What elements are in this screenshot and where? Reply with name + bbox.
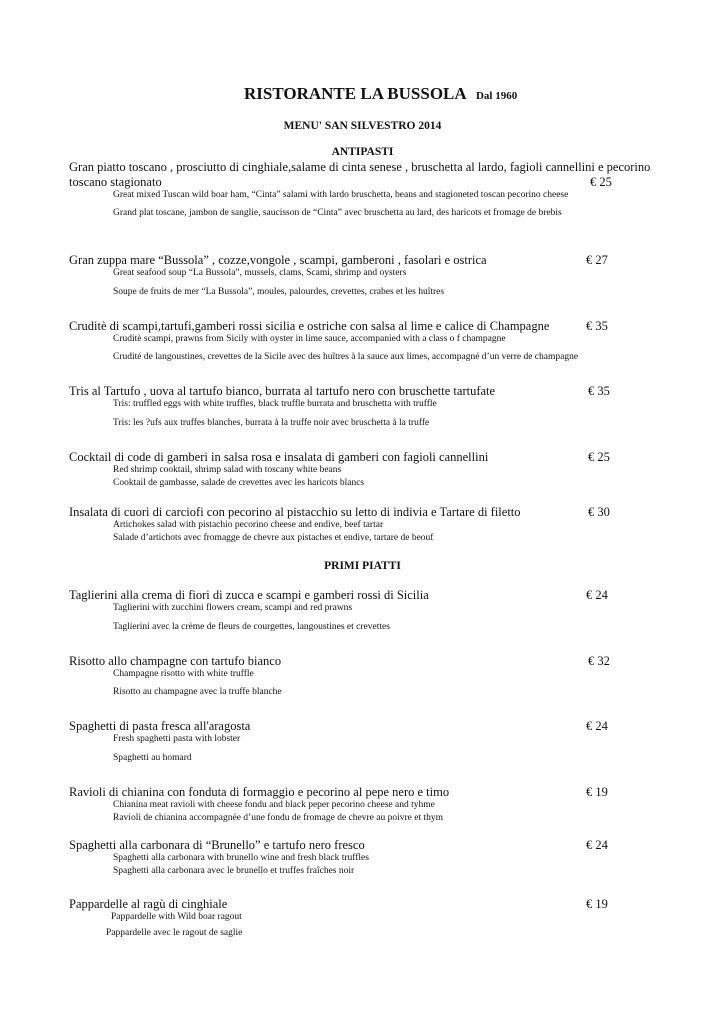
dish-translation-fr: Soupe de fruits de mer “La Bussola”, moules, palourdes, crevettes, crabes et les huîtres <box>113 287 445 297</box>
dish-translation-en: Taglierini with zucchini flowers cream, scampi and red prawns <box>113 603 353 613</box>
dish-translation-en: Red shrimp cooktail, shrimp salad with toscany white beans <box>113 465 342 475</box>
dish-name: Pappardelle al ragù di cinghiale <box>69 897 228 911</box>
dish-translation-en: Artichokes salad with pistachio pecorino cheese and endive, beef tartar <box>113 520 384 530</box>
dish-price: € 35 <box>586 319 608 333</box>
dish-translation-fr: Spaghetti au homard <box>113 753 192 763</box>
dish-translation-en: Great mixed Tuscan wild boar ham, “Cinta” salami with lardo bruschetta, beans and stagioneted toscan pecorino cheese <box>113 190 569 200</box>
dish-translation-fr: Ravioli de chianina accompagnée d’une fondu de fromage de chevre au poivre et thym <box>113 813 443 823</box>
dish-translation-fr: Spaghetti alla carbonara avec le brunello et truffes fraîches noir <box>113 866 355 876</box>
dish-name: Cruditè di scampi,tartufi,gamberi rossi sicilia e ostriche con salsa al lime e calice di Champagne <box>69 319 550 333</box>
dish-translation-fr: Crudité de langoustines, crevettes de la Sicile avec des huîtres à la sauce aux limes, accompagné d’un verre de champagne <box>113 352 579 362</box>
dish-name: Spaghetti di pasta fresca all'aragosta <box>69 719 251 733</box>
menu-title: MENU' SAN SILVESTRO 2014 <box>283 120 442 132</box>
dish-translation-en: Pappardelle with Wild boar ragout <box>111 912 242 922</box>
dish-name: Gran zuppa mare “Bussola” , cozze,vongole , scampi, gamberoni , fasolari e ostrica <box>69 253 487 267</box>
dish-price: € 30 <box>588 505 610 519</box>
dish-price: € 35 <box>588 384 610 398</box>
dish-name: Ravioli di chianina con fonduta di formaggio e pecorino al pepe nero e timo <box>69 785 450 799</box>
restaurant-title <box>244 84 517 104</box>
dish-name: Risotto allo champagne con tartufo bianco <box>69 654 282 668</box>
dish-translation-fr: Grand plat toscane, jambon de sanglie, saucisson de “Cinta” avec bruschetta au lard, des haricots et fromage de brebis <box>113 208 562 218</box>
dish-name: Tris al Tartufo , uova al tartufo bianco, burrata al tartufo nero con bruschette tartufate <box>69 384 496 398</box>
dish-price: € 32 <box>588 654 610 668</box>
since-label: Dal 1960 <box>475 90 518 102</box>
dish-translation-fr: Pappardelle avec le ragout de saglie <box>106 928 243 938</box>
dish-translation-fr: Tris: les ?ufs aux truffes blanches, burrata à la truffe noir avec bruschetta à la truffe <box>113 418 430 428</box>
section-title-primi-piatti: PRIMI PIATTI <box>324 560 401 572</box>
dish-translation-en: Great seafood soup “La Bussola”, mussels, clams, Scami, shrimp and oysters <box>113 268 407 278</box>
dish-translation-fr: Taglierini avec la crème de fleurs de courgettes, langoustines et crevettes <box>113 622 390 632</box>
dish-translation-en: Chianina meat ravioli with cheese fondu and black peper pecorino cheese and tyhme <box>113 800 435 810</box>
dish-translation-fr: Risotto au champagne avec la truffe blanche <box>113 687 282 697</box>
dish-name-continued: toscano stagionato <box>69 175 162 189</box>
dish-price: € 27 <box>586 253 608 267</box>
dish-translation-fr: Cooktail de gambasse, salade de crevettes avec les haricots blancs <box>113 478 365 488</box>
dish-translation-en: Champagne risotto with white truffle <box>113 669 254 679</box>
section-title-antipasti: ANTIPASTI <box>331 146 394 158</box>
dish-name: Spaghetti alla carbonara di “Brunello” e tartufo nero fresco <box>69 838 365 852</box>
dish-name: Cocktail di code di gamberi in salsa rosa e insalata di gamberi con fagioli cannellini <box>69 450 489 464</box>
dish-price: € 25 <box>588 450 610 464</box>
dish-translation-fr: Salade d’artichots avec fromagge de chevre aux pistaches et endive, tartare de beouf <box>113 533 434 543</box>
dish-price: € 24 <box>586 588 608 602</box>
restaurant-name: RISTORANTE LA BUSSOLA <box>244 84 466 103</box>
dish-translation-en: Fresh spaghetti pasta with lobster <box>113 734 241 744</box>
dish-price: € 19 <box>586 897 608 911</box>
dish-translation-en: Spaghetti alla carbonara with brunello wine and fresh black truffles <box>113 853 369 863</box>
dish-price: € 19 <box>586 785 608 799</box>
dish-name: Taglierini alla crema di fiori di zucca e scampi e gamberi rossi di Sicilia <box>69 588 429 602</box>
dish-price: € 25 <box>590 175 612 189</box>
dish-price: € 24 <box>586 838 608 852</box>
dish-name: Insalata di cuori di carciofi con pecorino al pistacchio su letto di indivia e Tartare di filetto <box>69 505 521 519</box>
dish-name: Gran piatto toscano , prosciutto di cinghiale,salame di cinta senese , bruschetta al lardo, fagioli cannellini e pecorino <box>69 160 651 174</box>
dish-translation-en: Cruditè scampi, prawns from Sicily with oyster in lime sauce, accompanied with a class o f champagne <box>113 334 506 344</box>
dish-translation-en: Tris: truffled eggs with white truffles, black truffle burrata and bruschetta with truffle <box>113 399 437 409</box>
dish-price: € 24 <box>586 719 608 733</box>
